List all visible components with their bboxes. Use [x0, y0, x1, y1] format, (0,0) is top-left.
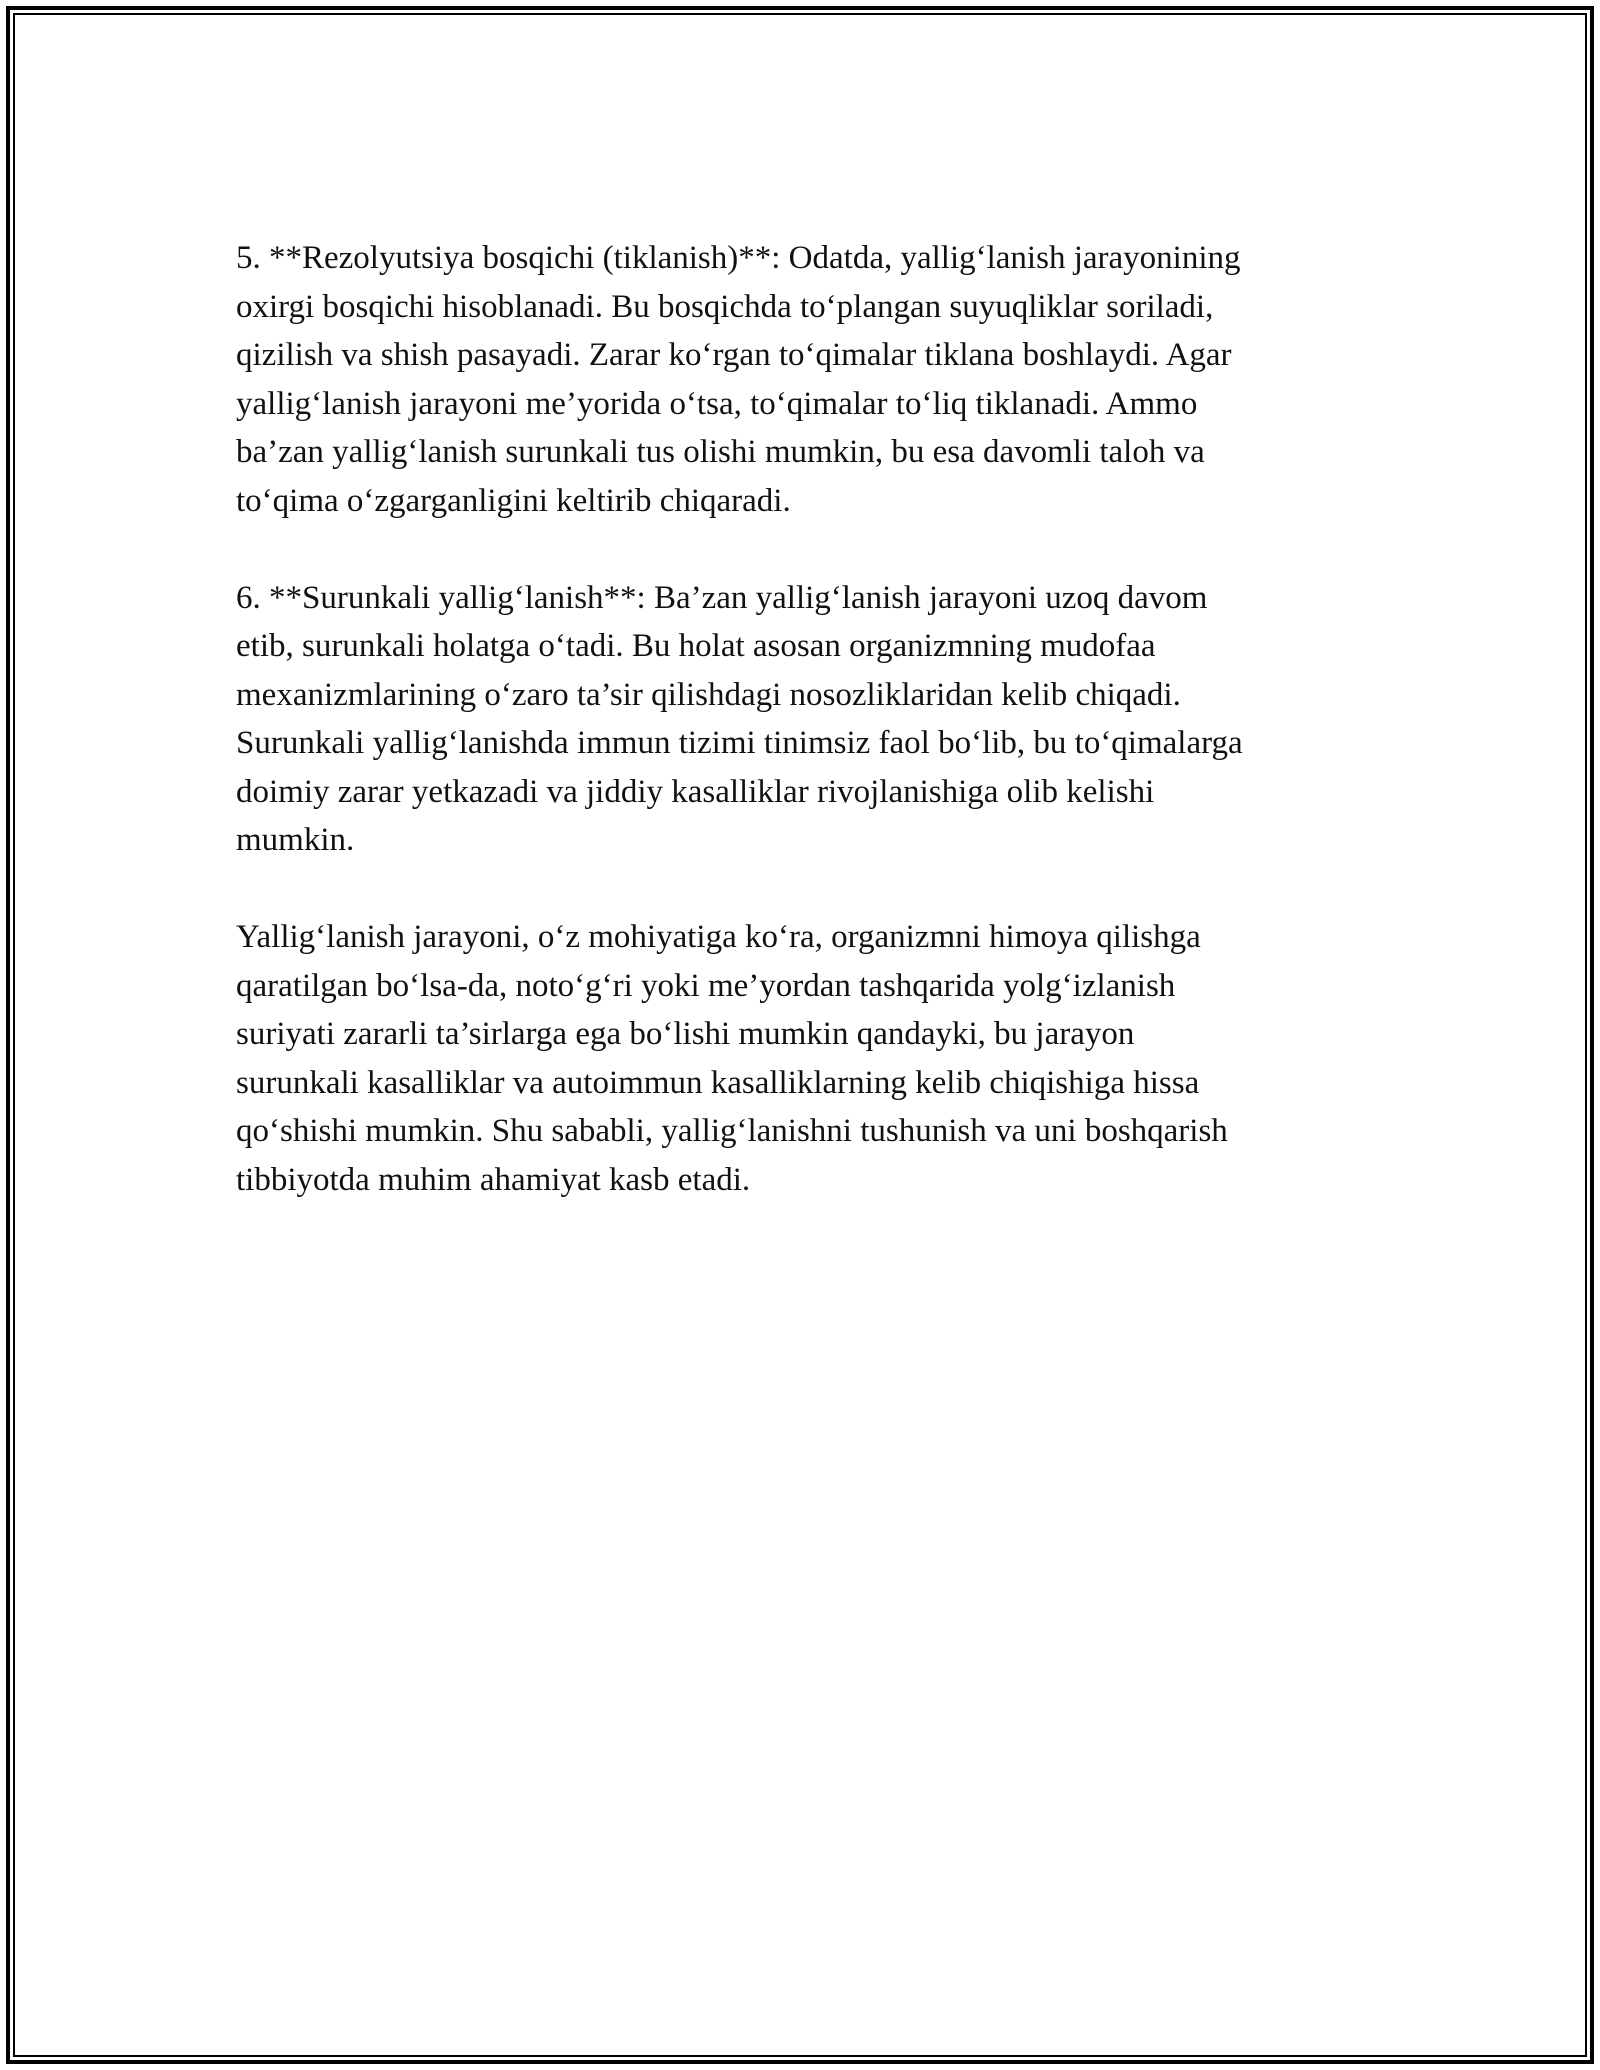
paragraph-resolution-stage: 5. **Rezolyutsiya bosqichi (tiklanish)**: Odatda, yallig‘lanish jarayonining oxirgi bosqichi hisoblanadi. Bu bosqichda to‘plangan suyuqliklar soriladi, qizilish va shish pasayadi. Zarar ko‘rgan to‘qimalar tiklana boshlaydi. Agar yallig‘lanish jarayoni me’yorida o‘tsa, to‘qimalar to‘liq tiklanadi. Ammo ba’zan yallig‘lanish surunkali tus olishi mumkin, bu esa davomli taloh va to‘qima o‘zgarganligini keltirib chiqaradi. [236, 240, 1241, 519]
paragraph-chronic-inflammation: 6. **Surunkali yallig‘lanish**: Ba’zan yallig‘lanish jarayoni uzoq davom etib, surunkali holatga o‘tadi. Bu holat asosan organizmning mudofaa mexanizmlarining o‘zaro ta’sir qilishdagi nosozliklaridan kelib chiqadi. Surunkali yallig‘lanishda immun tizimi tinimsiz faol bo‘lib, bu to‘qimalarga doimiy zarar yetkazadi va jiddiy kasalliklar rivojlanishiga olib kelishi mumkin. [236, 579, 1243, 858]
paragraph-conclusion: Yallig‘lanish jarayoni, o‘z mohiyatiga ko‘ra, organizmni himoya qilishga qaratilgan bo‘lsa-da, noto‘g‘ri yoki me’yordan tashqarida yolg‘izlanish suriyati zararli ta’sirlarga ega bo‘lishi mumkin qandayki, bu jarayon surunkali kasalliklar va autoimmun kasalliklarning kelib chiqishiga hissa qo‘shishi mumkin. Shu sababli, yallig‘lanishni tushunish va uni boshqarish tibbiyotda muhim ahamiyat kasb etadi. [236, 919, 1228, 1198]
document-body [236, 234, 1376, 1253]
